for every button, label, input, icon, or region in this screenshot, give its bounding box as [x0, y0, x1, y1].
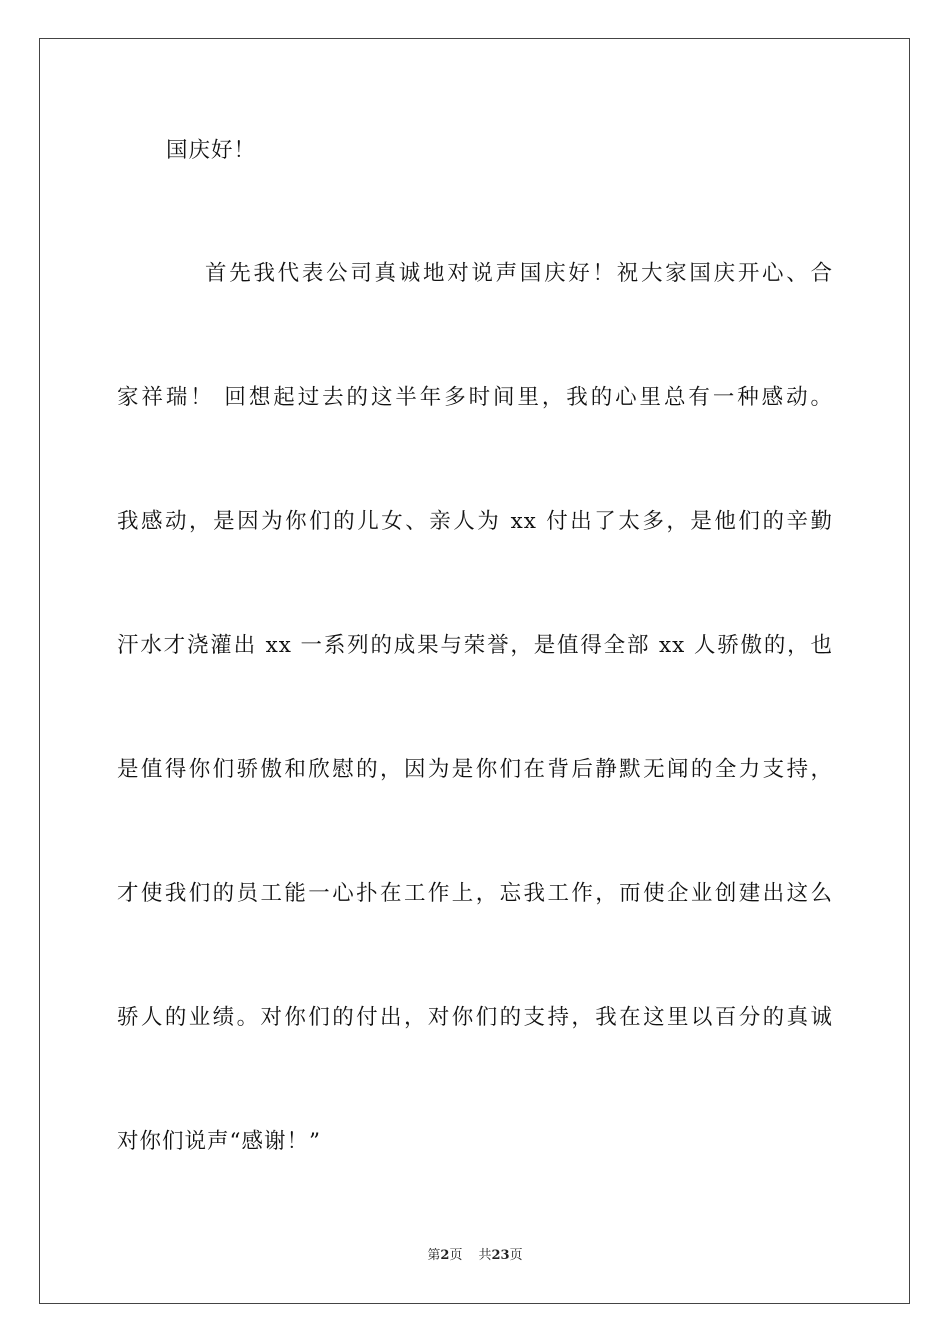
paragraph-line-7: 骄人的业绩。对你们的付出，对你们的支持，我在这里以百分的真诚: [117, 1005, 833, 1030]
footer-page-prefix: 第: [427, 1248, 441, 1263]
page-footer: [0, 1247, 950, 1265]
paragraph-line-5: 是值得你们骄傲和欣慰的，因为是你们在背后静默无闻的全力支持，: [117, 757, 833, 782]
paragraph-line-2: 家祥瑞！ 回想起过去的这半年多时间里，我的心里总有一种感动。: [117, 385, 833, 410]
paragraph-line-3: 我感动，是因为你们的儿女、亲人为 xx 付出了太多，是他们的辛勤: [117, 509, 833, 534]
footer-total-suffix: 页: [509, 1248, 523, 1263]
footer-page-suffix: 页: [449, 1248, 463, 1263]
paragraph-line-6: 才使我们的员工能一心扑在工作上，忘我工作，而使企业创建出这么: [117, 881, 833, 906]
paragraph-line-1: 首先我代表公司真诚地对说声国庆好！祝大家国庆开心、合: [205, 261, 833, 286]
page-border: [39, 38, 910, 1304]
paragraph-line-4: 汗水才浇灌出 xx 一系列的成果与荣誉，是值得全部 xx 人骄傲的，也: [117, 633, 833, 658]
paragraph-line-8: 对你们说声“感谢！”: [117, 1129, 321, 1154]
footer-total-prefix: 共: [478, 1248, 492, 1263]
footer-page-number: 2: [440, 1248, 450, 1263]
greeting-line: 国庆好！: [166, 138, 257, 163]
footer-total-pages: 23: [491, 1248, 510, 1263]
